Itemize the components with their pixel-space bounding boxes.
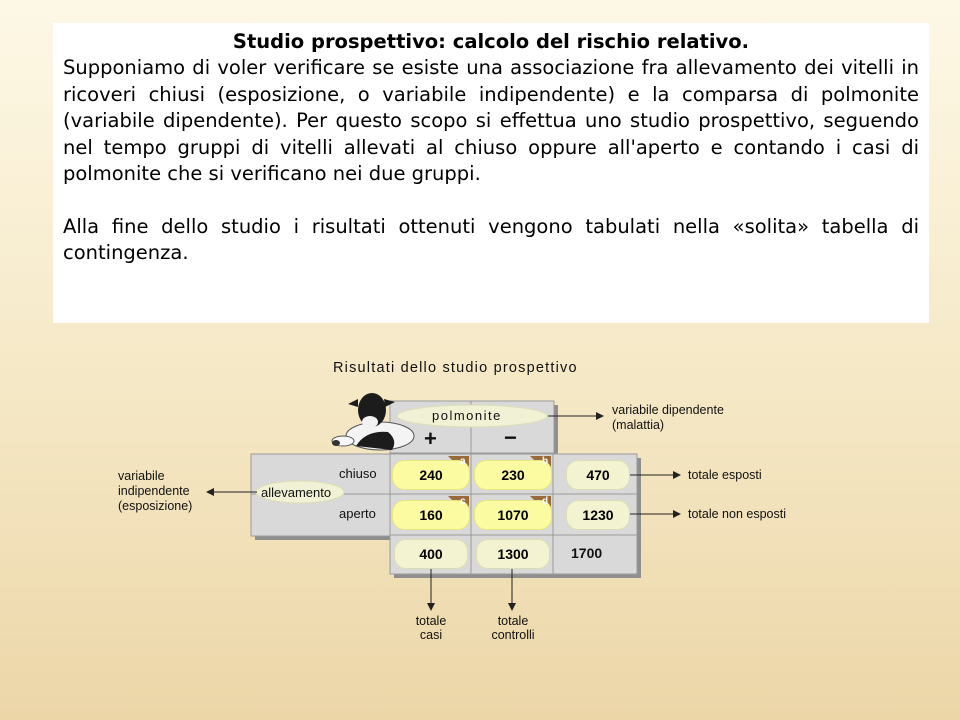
page-title: Studio prospettivo: calcolo del rischio relativo. — [232, 30, 750, 53]
row-total-esposti: 470 — [566, 460, 630, 490]
dependent-variable-label: variabile dipendente (malattia) — [612, 403, 724, 432]
label-totale-controlli: totale controlli — [491, 614, 535, 642]
row-label-chiuso: chiuso — [339, 466, 377, 481]
results-paragraph: Alla fine dello studio i risultati ottenuti vengono tabulati nella «solita» tabella di contingenza. — [63, 214, 919, 264]
intro-paragraph: Supponiamo di voler verificare se esiste una associazione fra allevamento dei vitelli in ricoveri chiusi (esposizione, o variabile indipendente) e la comparsa di polmonite (variabile dipendente). Per questo scopo si effettua uno studio prospettivo, seguendo nel tempo gruppi di vitelli allevati al chiuso oppure all'aperto e contando i casi di polmonite che si verificano nei due gruppi. — [63, 56, 919, 185]
diagram-title: Risultati dello studio prospettivo — [333, 360, 578, 376]
label-totale-esposti: totale esposti — [688, 468, 762, 482]
row-label-aperto: aperto — [339, 506, 376, 521]
col-total-casi: 400 — [394, 539, 468, 569]
header-label: polmonite — [432, 408, 502, 423]
col-total-controlli: 1300 — [476, 539, 550, 569]
row-total-non-esposti: 1230 — [566, 500, 630, 530]
cell-a: 240 — [392, 460, 470, 490]
independent-variable-label: variabile indipendente (esposizione) — [118, 469, 193, 513]
label-totale-non-esposti: totale non esposti — [688, 507, 786, 521]
tag-a-letter: a — [460, 456, 466, 467]
label-totale-casi: totale casi — [415, 614, 447, 642]
tag-c-letter: c — [460, 496, 466, 507]
minus-symbol: − — [504, 425, 517, 450]
cell-d: 1070 — [474, 500, 552, 530]
grand-total: 1700 — [571, 545, 603, 561]
plus-symbol: + — [424, 426, 437, 451]
cell-c: 160 — [392, 500, 470, 530]
tag-d-letter: d — [542, 496, 549, 507]
row-group-label: allevamento — [261, 485, 332, 500]
tag-b-letter: b — [542, 456, 549, 467]
cell-b: 230 — [474, 460, 552, 490]
